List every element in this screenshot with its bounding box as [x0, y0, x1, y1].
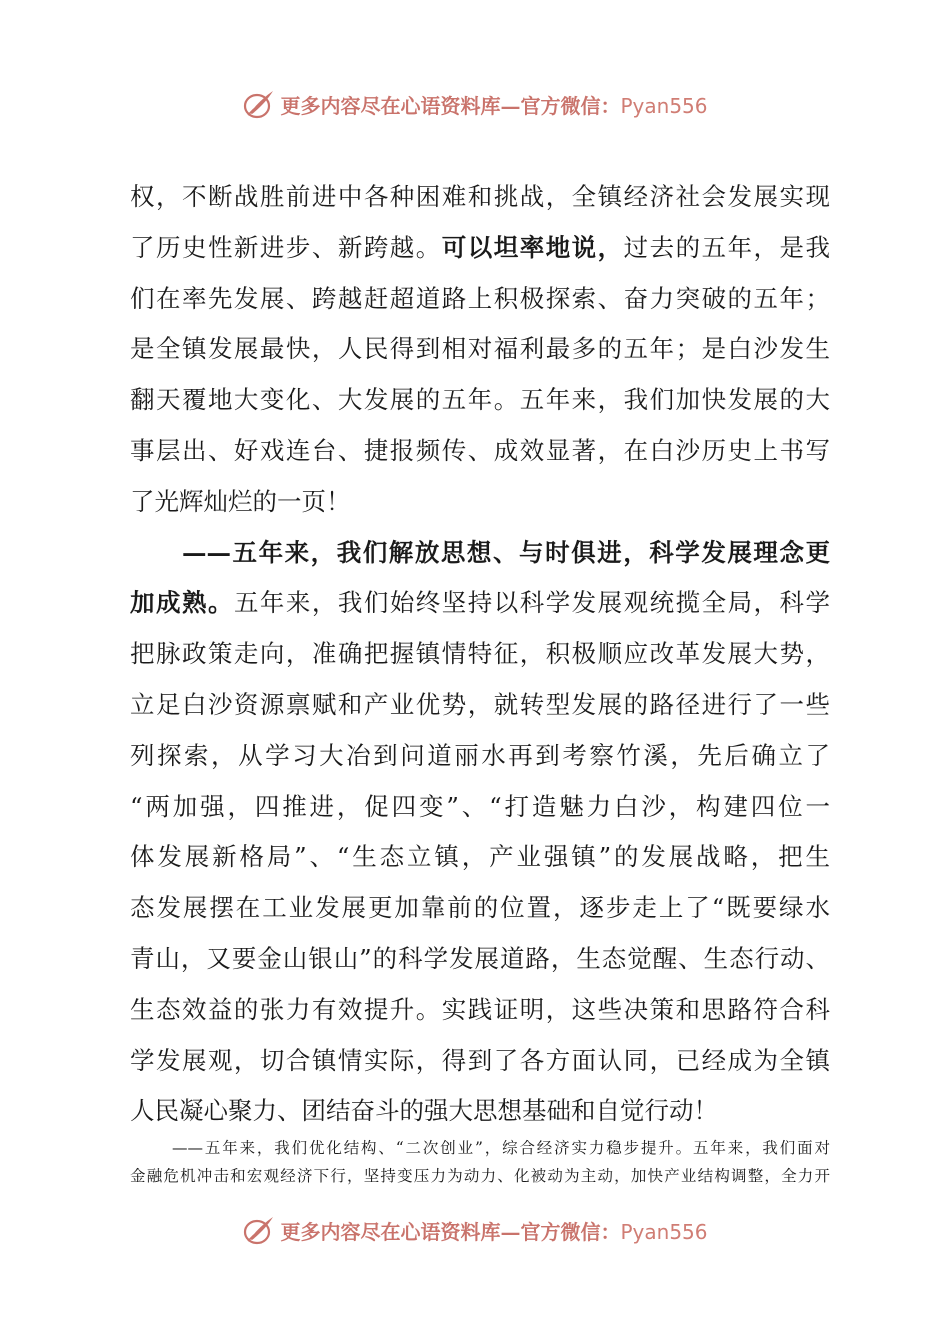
- body-line: 列探索，从学习大冶到问道丽水再到考察竹溪，先后确立了: [130, 740, 830, 770]
- body-line: 事层出、好戏连台、捷报频传、成效显著，在白沙历史上书写: [130, 435, 830, 465]
- body-line: 青山，又要金山银山”的科学发展道路，生态觉醒、生态行动、: [130, 943, 830, 973]
- bold-phrase: 加成熟。: [130, 588, 234, 618]
- body-line: 学发展观，切合镇情实际，得到了各方面认同，已经成为全镇: [130, 1045, 830, 1075]
- small-line: 金融危机冲击和宏观经济下行，坚持变压力为动力、化被动为主动，加快产业结构调整，全力开: [130, 1167, 830, 1185]
- body-line: 了历史性新进步、新跨越。可以坦率地说，过去的五年，是我: [130, 232, 831, 262]
- document-body: [130, 172, 830, 1137]
- body-line: 权，不断战胜前进中各种困难和挑战，全镇经济社会发展实现: [130, 182, 830, 211]
- watermark-wechat-id: Pyan556: [620, 93, 708, 118]
- watermark-wechat-id: Pyan556: [620, 1219, 708, 1244]
- section-heading-line: ——五年来，我们解放思想、与时俱进，科学发展理念更: [182, 537, 830, 567]
- body-line: 生态效益的张力有效提升。实践证明，这些决策和思路符合科: [130, 994, 830, 1024]
- small-print-paragraph: [130, 1134, 830, 1190]
- bold-phrase: 可以坦率地说，: [441, 232, 624, 262]
- footer-watermark: [0, 1210, 950, 1250]
- body-line: 翻天覆地大变化、大发展的五年。五年来，我们加快发展的大: [130, 385, 830, 415]
- small-line: ——五年来，我们优化结构、“二次创业”，综合经济实力稳步提升。五年来，我们面对: [172, 1139, 830, 1157]
- body-line: 们在率先发展、跨越赶超道路上积极探索、奋力突破的五年；: [130, 283, 830, 313]
- watermark-text: 更多内容尽在心语资料库—官方微信：Pyan556: [280, 93, 708, 118]
- body-line: 态发展摆在工业发展更加靠前的位置，逐步走上了“既要绿水: [130, 893, 830, 923]
- quill-logo-icon: [242, 87, 276, 121]
- quill-logo-icon: [242, 1213, 276, 1247]
- body-line: 立足白沙资源禀赋和产业优势，就转型发展的路径进行了一些: [130, 689, 830, 719]
- body-line: 了光辉灿烂的一页！: [130, 486, 351, 516]
- body-line: 是全镇发展最快，人民得到相对福利最多的五年；是白沙发生: [130, 334, 830, 364]
- watermark-text: 更多内容尽在心语资料库—官方微信：Pyan556: [280, 1219, 708, 1244]
- body-line: 体发展新格局”、“生态立镇，产业强镇”的发展战略，把生: [130, 842, 830, 872]
- body-line: 把脉政策走向，准确把握镇情特征，积极顺应改革发展大势，: [130, 639, 830, 669]
- body-line: 加成熟。五年来，我们始终坚持以科学发展观统揽全局，科学: [130, 588, 831, 618]
- body-line: “两加强，四推进，促四变”、“打造魅力白沙，构建四位一: [130, 791, 830, 821]
- body-line: 人民凝心聚力、团结奋斗的强大思想基础和自觉行动！: [130, 1096, 718, 1126]
- header-watermark: [0, 84, 950, 124]
